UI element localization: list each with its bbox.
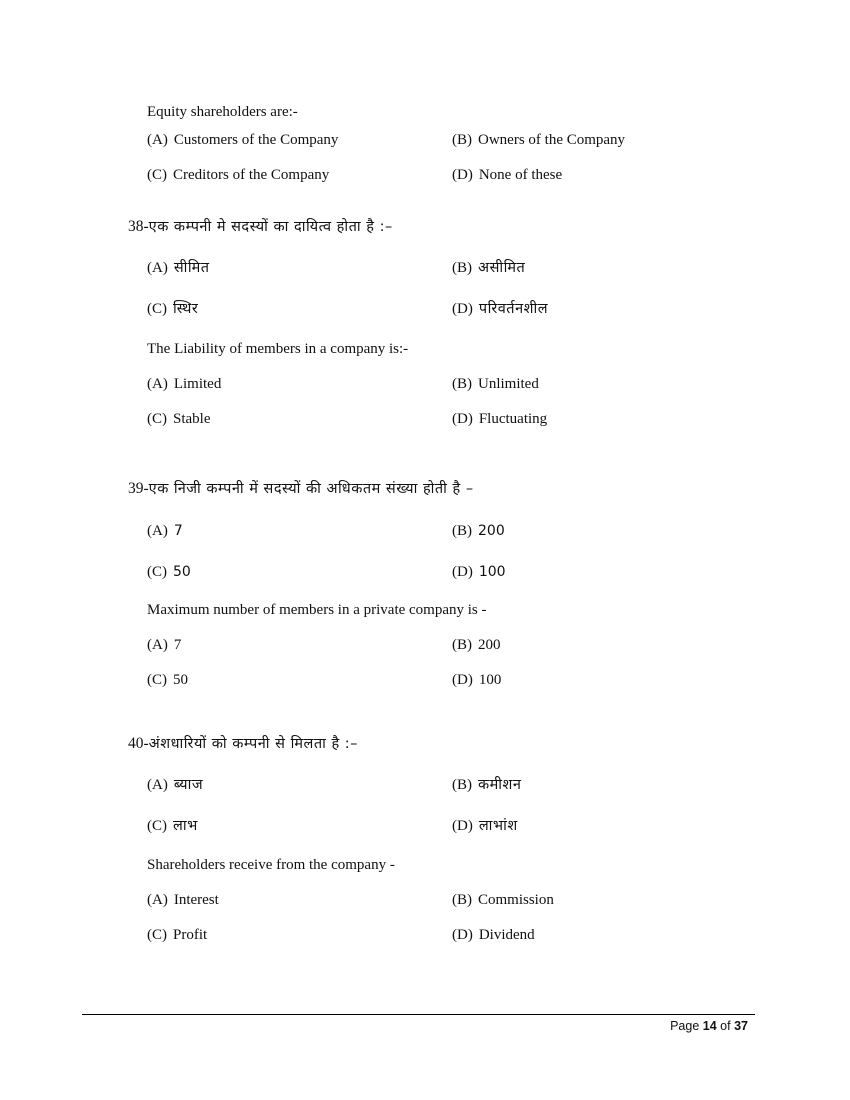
q40-option-a: (A) Interest [147,892,219,908]
q38-hindi-option-d: (D) परिवर्तनशील [452,301,549,317]
q39-option-d: (D) 100 [452,672,502,688]
q39-option-c: (C) 50 [147,672,188,688]
q38-english-question: The Liability of members in a company is:- [147,341,409,357]
q38-option-d: (D) Fluctuating [452,411,548,427]
q39-option-b: (B) 200 [452,637,501,653]
q40-hindi-option-d: (D) लाभांश [452,818,518,834]
q39-hindi-question: 39-एक निजी कम्पनी में सदस्यों की अधिकतम संख्या होती है – [128,480,474,497]
q38-number: 38- [128,218,149,235]
q40-english-question: Shareholders receive from the company - [147,857,395,873]
page-current: 14 [702,1019,717,1033]
q40-number: 40- [128,735,149,752]
q39-english-question: Maximum number of members in a private company is - [147,602,487,618]
q38-hindi-option-a: (A) सीमित [147,260,210,276]
q40-option-d: (D) Dividend [452,927,535,943]
q39-number: 39- [128,480,149,497]
q37-option-a: (A) Customers of the Company [147,132,339,148]
q39-hindi-option-b: (B) 200 [452,523,505,539]
q39-hindi-option-c: (C) 50 [147,564,191,580]
q38-option-a: (A) Limited [147,376,222,392]
q38-option-b: (B) Unlimited [452,376,539,392]
q37-option-c: (C) Creditors of the Company [147,167,330,183]
q38-option-c: (C) Stable [147,411,211,427]
q37-english-question: Equity shareholders are:- [147,104,298,120]
page-number: Page 14 of 37 [670,1019,748,1033]
q38-hindi-option-b: (B) असीमित [452,260,526,276]
q40-option-b: (B) Commission [452,892,554,908]
q38-hindi-question: 38-एक कम्पनी मे सदस्यों का दायित्व होता है :– [128,218,393,235]
q40-hindi-question: 40-अंशधारियों को कम्पनी से मिलता है :– [128,735,358,752]
q39-hindi-option-a: (A) 7 [147,523,183,539]
footer-divider [82,1014,755,1015]
page-total: 37 [734,1019,748,1033]
q39-hindi-option-d: (D) 100 [452,564,506,580]
q37-option-b: (B) Owners of the Company [452,132,626,148]
q40-hindi-option-a: (A) ब्याज [147,777,204,793]
q39-option-a: (A) 7 [147,637,182,653]
q40-hindi-option-b: (B) कमीशन [452,777,522,793]
q40-hindi-option-c: (C) लाभ [147,818,198,834]
q38-hindi-option-c: (C) स्थिर [147,301,199,317]
q37-option-d: (D) None of these [452,167,563,183]
q40-option-c: (C) Profit [147,927,208,943]
